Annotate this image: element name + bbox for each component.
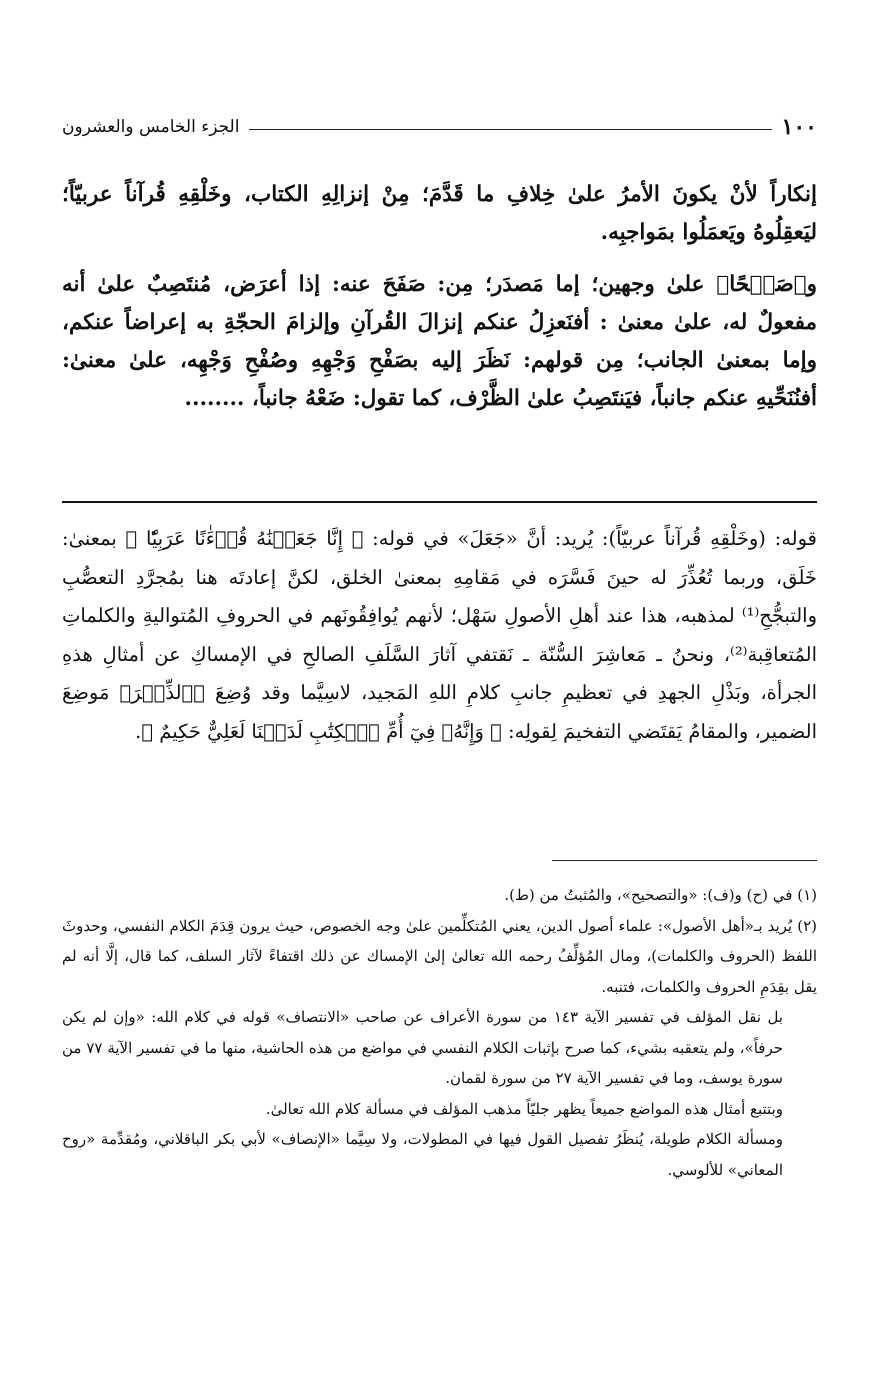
footnote-continuation: وبتتبع أمثال هذه المواضع جميعاً يظهر جليّاً مذهب المؤلف في مسألة كلام الله تعالىٰ. [265,1099,783,1118]
page-number: ١٠٠ [781,114,817,140]
main-paragraph: إنكاراً لأنْ يكونَ الأمرُ علىٰ خِلافِ ما قَدَّمَ؛ مِنْ إنزالِهِ الكتاب، وخَلْقِهِ قُرآناً عربيّاً؛ ليَعقِلُوهُ ويَعمَلُوا بمَواجبِه. [62,182,817,245]
footnote-rule [552,860,817,861]
page-header [62,112,817,142]
header-rule [249,129,771,130]
commentary [62,520,817,751]
book-page [62,0,817,1391]
commentary-paragraph: قوله: (وخَلْقِهِ قُرآناً عربيّاً): يُريد: أنَّ «جَعَلَ» في قوله: ﴿ إِنَّا جَعَلۡنَٰهُ قُرۡءَٰنًا عَرَبِيّٗا ﴾ بمعنىٰ: خَلَق، وربما تُعُذِّرَ له حينَ فَسَّرَه في مَقامِهِ بمعنىٰ الخلق، لكنَّ إعادتَه هنا بمُجرَّدِ التعصُّبِ والتبجُّحِ⁽¹⁾ لمذهبه، هذا عند أهلِ الأصولِ سَهْل؛ لأنهم يُوافِقُونَهم في الحروفِ المُتواليةِ والكلماتِ المُتعاقِبة⁽²⁾، ونحنُ ـ مَعاشِرَ السُّنّة ـ نَقتفي آثارَ السَّلَفِ الصالحِ في الإمساكِ عن أمثالِ هذهِ الجرأة، وبَذْلِ الجهدِ في تعظيمِ جانبِ كلامِ اللهِ المَجيد، لاسِيَّما وقد وُضِعَ ﴿ٱلذِّكۡرَ﴾ مَوضِعَ الضمير، والمقامُ يَقتَضي التفخيمَ لِقولِه: ﴿ وَإِنَّهُۥ فِيٓ أُمِّ ٱلۡكِتَٰبِ لَدَيۡنَا لَعَلِيٌّ حَكِيمٌ ﴾. [62,527,817,743]
running-title: الجزء الخامس والعشرون [62,117,240,137]
main-paragraph: و﴿صَفۡحًا﴾ علىٰ وجهين؛ إما مَصدَر؛ مِن: صَفَحَ عنه: إذا أعرَض، مُنتَصِبٌ علىٰ أنه مفعولٌ له، علىٰ معنىٰ : أفنَعزِلُ عنكم إنزالَ القُرآنِ وإلزامَ الحجّةِ به إعراضاً عنكم، وإما بمعنىٰ الجانب؛ مِن قولهم: نَظَرَ إليه بصَفْحِ وَجْهِهِ وصُفْحِ وَجْهِه، علىٰ معنىٰ: أفنُنَحِّيهِ عنكم جانباً، فيَنتَصِبُ علىٰ الظَّرْف، كما تقول: ضَعْهُ جانباً، ........ [62,272,817,411]
footnote-continuation: ومسألة الكلام طويلة، يُنظَرُ تفصيل القول فيها في المطولات، ولا سِيَّما «الإنصاف» لأبي بكر الباقلاني، ومُقدِّمة «روح المعاني» للألوسي. [62,1130,783,1179]
footnote: (٢) يُريد بـ«أهل الأصول»: علماء أصول الدين، يعني المُتكلِّمين علىٰ وجه الخصوص، حيث يرون قِدَمَ الكلام النفسي، وحدوثَ اللفظ (الحروف والكلمات)، ومال المُؤلِّفُ رحمه الله تعالىٰ إلىٰ الإمساك عن ذلك اقتفاءً لآثار السلف، كما قال، إلَّا أنه لم يقل بقِدَمِ الحروف والكلمات، فتنبه. [62,916,817,996]
main-text [62,176,817,432]
footnotes [62,880,817,1185]
section-divider [62,501,817,503]
footnote-continuation: بل نقل المؤلف في تفسير الآية ١٤٣ من سورة الأعراف عن صاحب «الانتصاف» قوله في كلام الله: «وإن لم يكن حرفاً»، ولم يتعقبه بشيء، كما صرح بإثبات الكلام النفسي في مواضع من هذه الحاشية، منها ما في تفسير الآية ٧٧ من سورة يوسف، وما في تفسير الآية ٢٧ من سورة لقمان. [62,1008,783,1087]
footnote: (١) في (ح) و(ف): «والتصحيح»، والمُثبتُ من (ط). [504,886,817,904]
